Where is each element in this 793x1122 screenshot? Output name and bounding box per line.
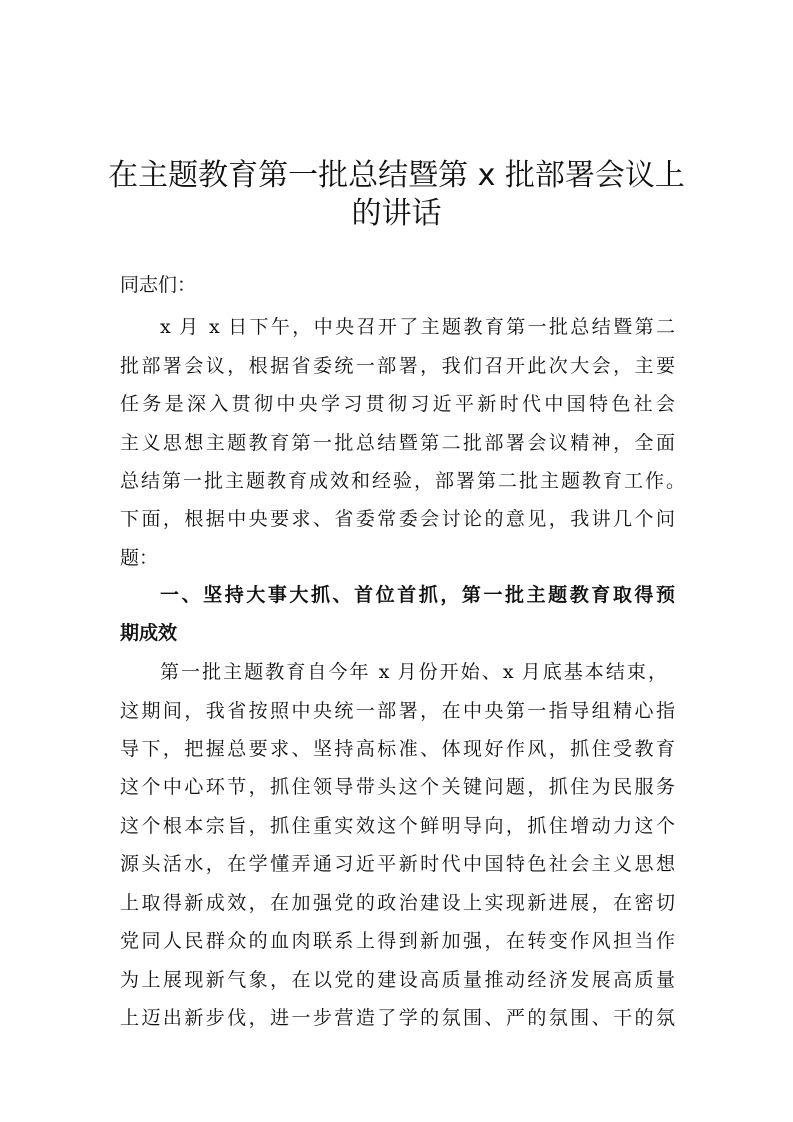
paragraph-2-line: 为上展现新气象，在以党的建设高质量推动经济发展高质量 xyxy=(120,969,675,991)
paragraph-2-line: 上取得新成效，在加强党的政治建设上实现新进展，在密切 xyxy=(120,892,675,914)
salutation: 同志们： xyxy=(120,274,197,296)
section-heading-line: 一、坚持大事大抓、首位首抓，第一批主题教育取得预 xyxy=(160,584,675,606)
paragraph-2-line: 党同人民群众的血肉联系上得到新加强，在转变作风担当作 xyxy=(120,930,675,952)
document-title-line-2: 的讲话 xyxy=(351,196,442,231)
paragraph-1-line: 题： xyxy=(120,547,159,569)
paragraph-2-line: 上迈出新步伐，进一步营造了学的氛围、严的氛围、干的氛 xyxy=(120,1007,675,1029)
paragraph-2-line: 导下，把握总要求、坚持高标准、体现好作风，抓住受教育 xyxy=(120,738,675,760)
paragraph-1-line: 批部署会议，根据省委统一部署，我们召开此次大会，主要 xyxy=(120,355,675,377)
paragraph-1-line: 任务是深入贯彻中央学习贯彻习近平新时代中国特色社会 xyxy=(120,393,675,415)
paragraph-2-line: 这期间，我省按照中央统一部署，在中央第一指导组精心指 xyxy=(120,700,675,722)
paragraph-1-line: x 月 x 日下午，中央召开了主题教育第一批总结暨第二 xyxy=(160,316,675,338)
section-heading-line: 期成效 xyxy=(120,622,178,644)
paragraph-2-line: 这个中心环节，抓住领导带头这个关键问题，抓住为民服务 xyxy=(120,776,675,798)
paragraph-1-line: 下面，根据中央要求、省委常委会讨论的意见，我讲几个问 xyxy=(120,508,675,530)
paragraph-2-line: 源头活水，在学懂弄通习近平新时代中国特色社会主义思想 xyxy=(120,853,675,875)
paragraph-1-line: 总结第一批主题教育成效和经验，部署第二批主题教育工作。 xyxy=(120,470,685,492)
document-title-line-1: 在主题教育第一批总结暨第 x 批部署会议上 xyxy=(108,158,685,193)
paragraph-2-line: 这个根本宗旨，抓住重实效这个鲜明导向，抓住增动力这个 xyxy=(120,815,675,837)
paragraph-2-line: 第一批主题教育自今年 x 月份开始、x 月底基本结束， xyxy=(160,661,667,683)
paragraph-1-line: 主义思想主题教育第一批总结暨第二批部署会议精神，全面 xyxy=(120,432,675,454)
